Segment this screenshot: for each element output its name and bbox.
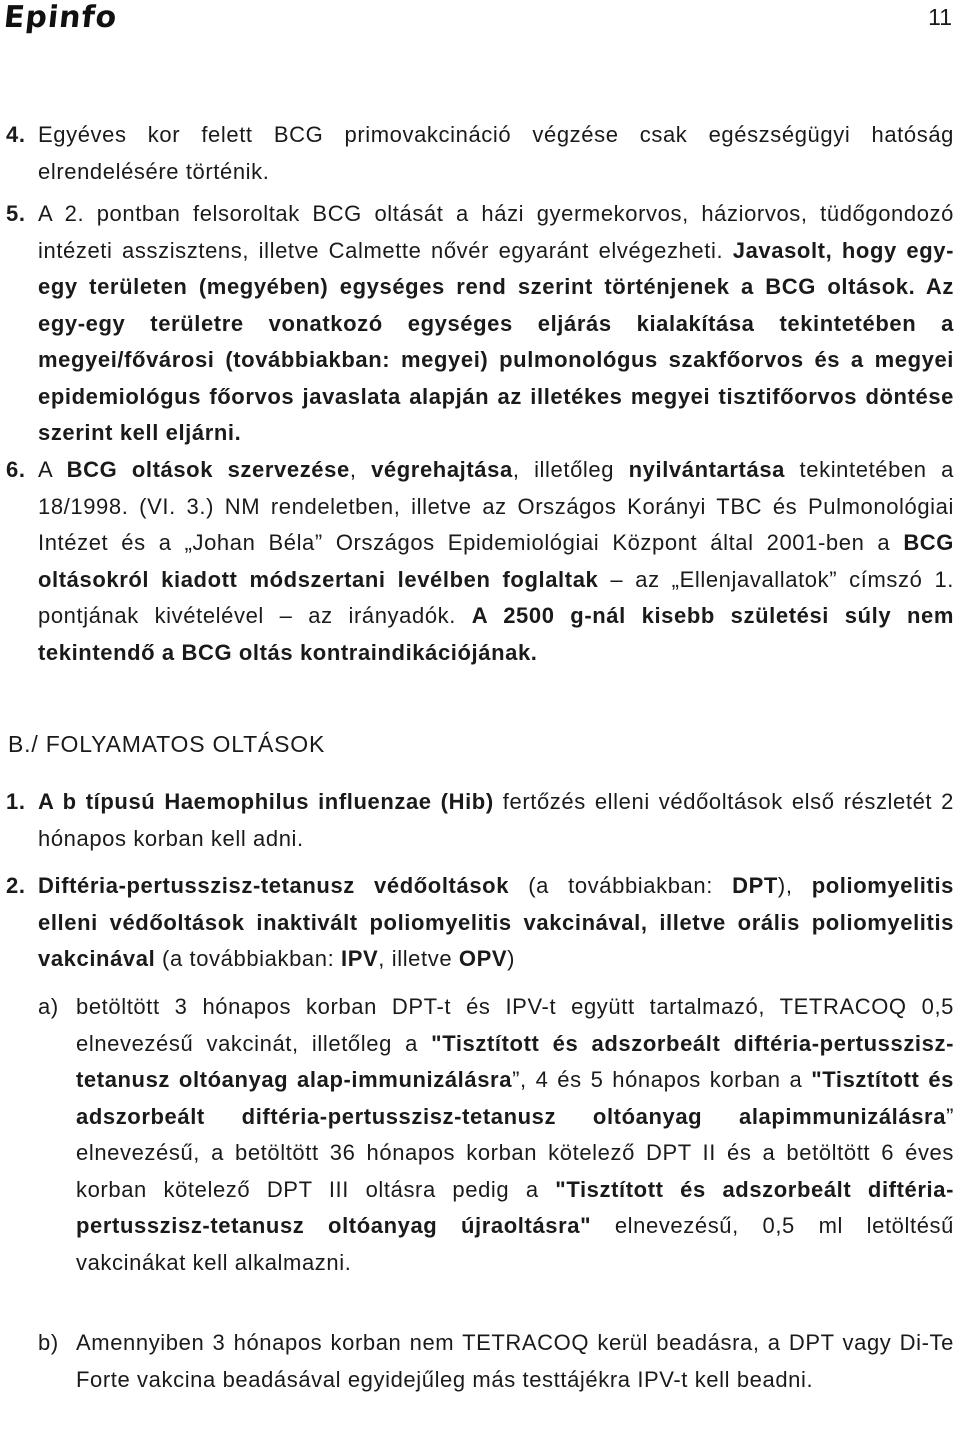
section-heading: B./ FOLYAMATOS OLTÁSOK [8, 731, 326, 757]
sub-a-bold-2: "Tisztított és adszorbeált diftéria-pertusszisz-tetanusz oltóanyag alapimmunizálásra [76, 1067, 954, 1129]
sub-item-a-paragraph [76, 989, 954, 1281]
b-item-2-text-5: ) [507, 946, 516, 971]
epinfo-logo: Epinfo [2, 0, 120, 35]
b-item-2-bold-3: poliomyelitis elleni védőoltások inaktivált poliomyelitis vakcinával, illetve orális poliomyelitis vakcinával [38, 873, 954, 971]
item-5-bold-text: Javasolt, hogy egy-egy területen (megyében) egységes rend szerint történjenek a BCG oltások. Az egy-egy területre vonatkozó egységes eljárás kialakítása tekintetében a megyei/fővárosi (továbbiakban: megyei) pulmonológus szakfőorvos és a megyei epidemiológus főorvos javaslata alapján az illetékes megyei tisztifőorvos döntése szerint kell eljárni. [38, 237, 955, 445]
item-6-bold-1: BCG oltások szervezése [66, 457, 350, 482]
sub-item-b-text: Amennyiben 3 hónapos korban nem TETRACOQ kerül beadásra, a DPT vagy Di-Te Forte vakcina beadásával egyidejűleg más testtájékra IPV-t kell beadni. [76, 1330, 954, 1392]
sub-a-text-1: betöltött 3 hónapos korban DPT-t és IPV-t együtt tartalmazó, TETRACOQ 0,5 elnevezésű vakcinát, illetőleg a [76, 994, 954, 1056]
item-6-text-5: – az „Ellenjavallatok” címszó 1. pontjának kivételével – az irányadók. [38, 566, 955, 628]
item-6-text-1: A [38, 457, 53, 482]
b-item-2-bold-4: IPV [341, 946, 379, 971]
b-item-1-paragraph [38, 784, 954, 857]
item-6-bold-4: BCG oltásokról kiadott módszertani levélben foglaltak [38, 530, 955, 592]
b-item-2-text-2: ), [777, 873, 793, 898]
item-6-bold-3: nyilvántartása [628, 457, 785, 482]
item-5-text: A 2. pontban felsoroltak BCG oltását a házi gyermekorvos, háziorvos, tüdőgondozó intézeti asszisztens, illetve Calmette nővér egyaránt elvégezheti. [38, 201, 954, 263]
b-item-number-1: 1. [6, 789, 26, 814]
item-6-paragraph [38, 452, 954, 671]
item-number-6: 6. [6, 457, 26, 482]
b-item-2-paragraph [38, 868, 954, 978]
sub-a-text-2: ”, 4 és 5 hónapos korban a [512, 1067, 803, 1092]
item-6-text-4: tekintetében a 18/1998. (VI. 3.) NM rendeletben, illetve az Országos Korányi TBC és Pulmonológiai Intézet és a „Johan Béla” Országos Epidemiológiai Központ által 2001-ben a [38, 457, 954, 555]
item-6-text-3: , illetőleg [512, 457, 615, 482]
sub-a-bold-3: "Tisztított és adszorbeált diftéria-pertusszisz-tetanusz oltóanyag újraoltásra" [76, 1176, 954, 1238]
sub-a-text-3: ” elnevezésű, a betöltött 36 hónapos korban kötelező DPT II és a betöltött 6 éves korban kötelező DPT III oltásra pedig a [76, 1103, 954, 1202]
sub-item-label-a: a) [38, 994, 59, 1019]
b-item-2-bold-2: DPT [732, 873, 778, 898]
sub-a-bold-1: "Tisztított és adszorbeált diftéria-pertusszisz-tetanusz oltóanyag alap-immunizálásra [76, 1030, 954, 1092]
item-number-4: 4. [6, 122, 26, 147]
item-number-5: 5. [6, 201, 26, 226]
b-item-2-text-1: (a továbbiakban: [528, 873, 713, 898]
b-item-1-bold: A b típusú Haemophilus influenzae (Hib) [38, 789, 494, 814]
item-6-bold-5: A 2500 g-nál kisebb születési súly nem tekintendő a BCG oltás kontraindikációjának. [38, 603, 954, 665]
item-4-text: Egyéves kor felett BCG primovakcináció végzése csak egészségügyi hatóság elrendelésére történik. [38, 122, 954, 184]
b-item-1-text: fertőzés elleni védőoltások első részletét 2 hónapos korban kell adni. [38, 789, 954, 851]
sub-item-label-b: b) [38, 1330, 59, 1355]
b-item-number-2: 2. [6, 873, 26, 898]
b-item-2-text-4: , illetve [378, 946, 453, 971]
b-item-2-bold-1: Diftéria-pertusszisz-tetanusz védőoltások [38, 873, 510, 898]
item-6-text-2: , [349, 457, 357, 482]
sub-a-text-4: elnevezésű, 0,5 ml letöltésű vakcinákat kell alkalmazni. [76, 1213, 954, 1275]
b-item-2-bold-5: OPV [458, 946, 508, 971]
page-number: 11 [928, 4, 952, 30]
b-item-2-text-3: (a továbbiakban: [162, 946, 335, 971]
item-6-bold-2: végrehajtása [371, 457, 513, 482]
item-5-paragraph [38, 196, 954, 452]
